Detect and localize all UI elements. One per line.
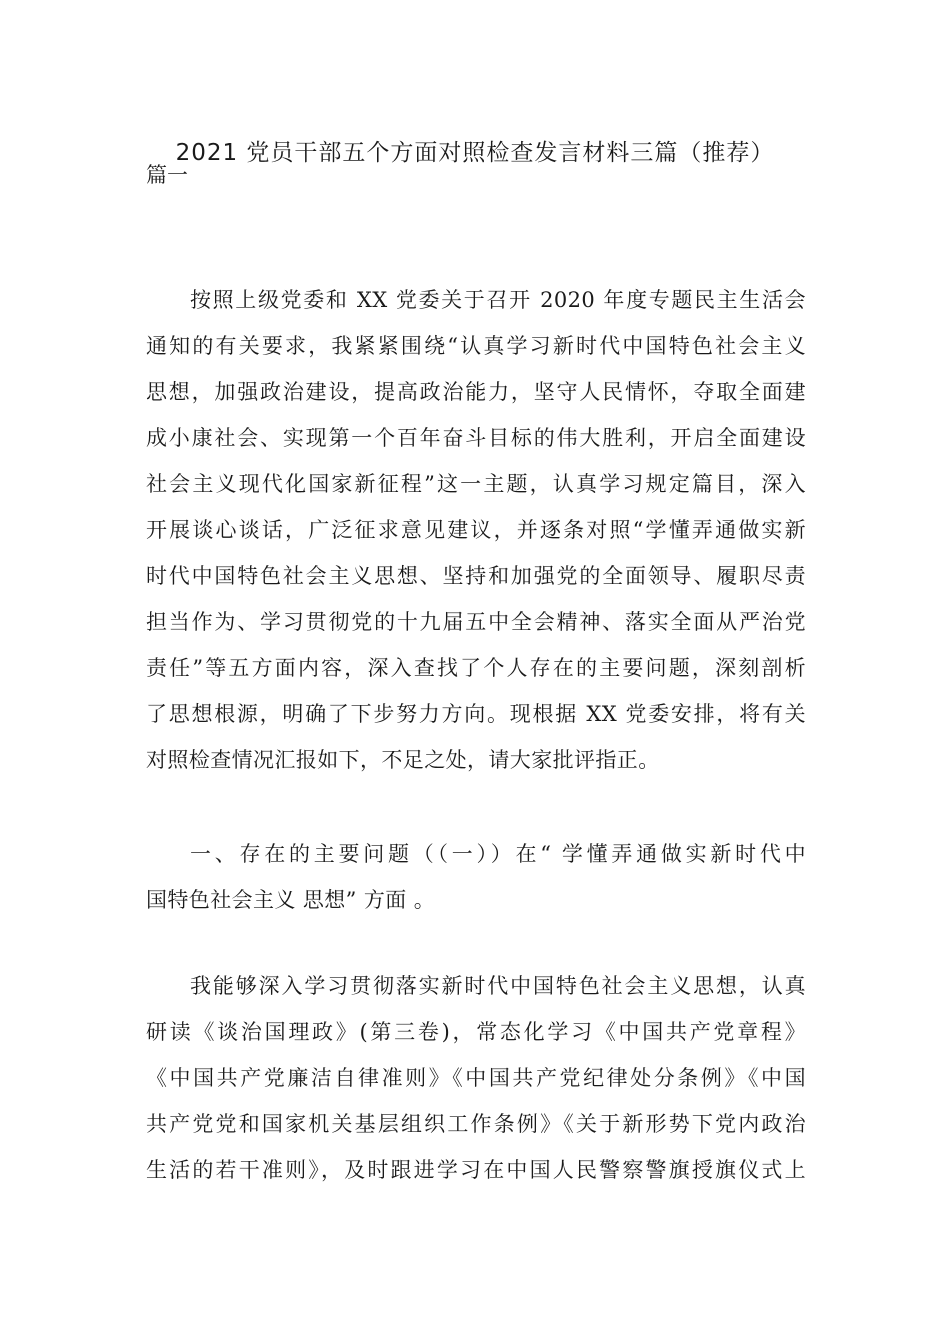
- paragraph-line: 生活的若干准则》，及时跟进学习在中国人民警察警旗授旗仪式上: [146, 1158, 806, 1182]
- paragraph-line: 我能够深入学习贯彻落实新时代中国特色社会主义思想，认真: [190, 974, 806, 998]
- section-label: 篇一: [146, 163, 188, 187]
- paragraph-line: 开展谈心谈话，广泛征求意见建议，并逐条对照“学懂弄通做实新: [146, 518, 806, 542]
- paragraph-line: 了思想根源，明确了下步努力方向。现根据 XX 党委安排，将有关: [146, 702, 806, 726]
- document-title: 2021 党员干部五个方面对照检查发言材料三篇（推荐）: [175, 140, 775, 166]
- paragraph-line: 共产党党和国家机关基层组织工作条例》《关于新形势下党内政治: [146, 1112, 806, 1136]
- paragraph-line: 社会主义现代化国家新征程”这一主题，认真学习规定篇目，深入: [146, 472, 806, 496]
- paragraph-line: 担当作为、学习贯彻党的十九届五中全会精神、落实全面从严治党: [146, 610, 806, 634]
- paragraph-line: 对照检查情况汇报如下，不足之处，请大家批评指正。: [146, 748, 660, 772]
- paragraph-line: 通知的有关要求，我紧紧围绕“认真学习新时代中国特色社会主义: [146, 334, 806, 358]
- section-heading-line: 一、存在的主要问题（（一））在“ 学懂弄通做实新时代中: [190, 842, 806, 866]
- section-heading-line: 国特色社会主义 思想” 方面 。: [146, 888, 436, 912]
- paragraph-line: 成小康社会、实现第一个百年奋斗目标的伟大胜利，开启全面建设: [146, 426, 806, 450]
- paragraph-line: 研读《谈治国理政》(第三卷)，常态化学习《中国共产党章程》: [146, 1020, 806, 1044]
- paragraph-line: 时代中国特色社会主义思想、坚持和加强党的全面领导、履职尽责: [146, 564, 806, 588]
- paragraph-line: 思想，加强政治建设，提高政治能力，坚守人民情怀，夺取全面建: [146, 380, 806, 404]
- paragraph-line: 按照上级党委和 XX 党委关于召开 2020 年度专题民主生活会: [190, 288, 806, 312]
- paragraph-line: 责任”等五方面内容，深入查找了个人存在的主要问题，深刻剖析: [146, 656, 806, 680]
- paragraph-line: 《中国共产党廉洁自律准则》《中国共产党纪律处分条例》《中国: [146, 1066, 806, 1090]
